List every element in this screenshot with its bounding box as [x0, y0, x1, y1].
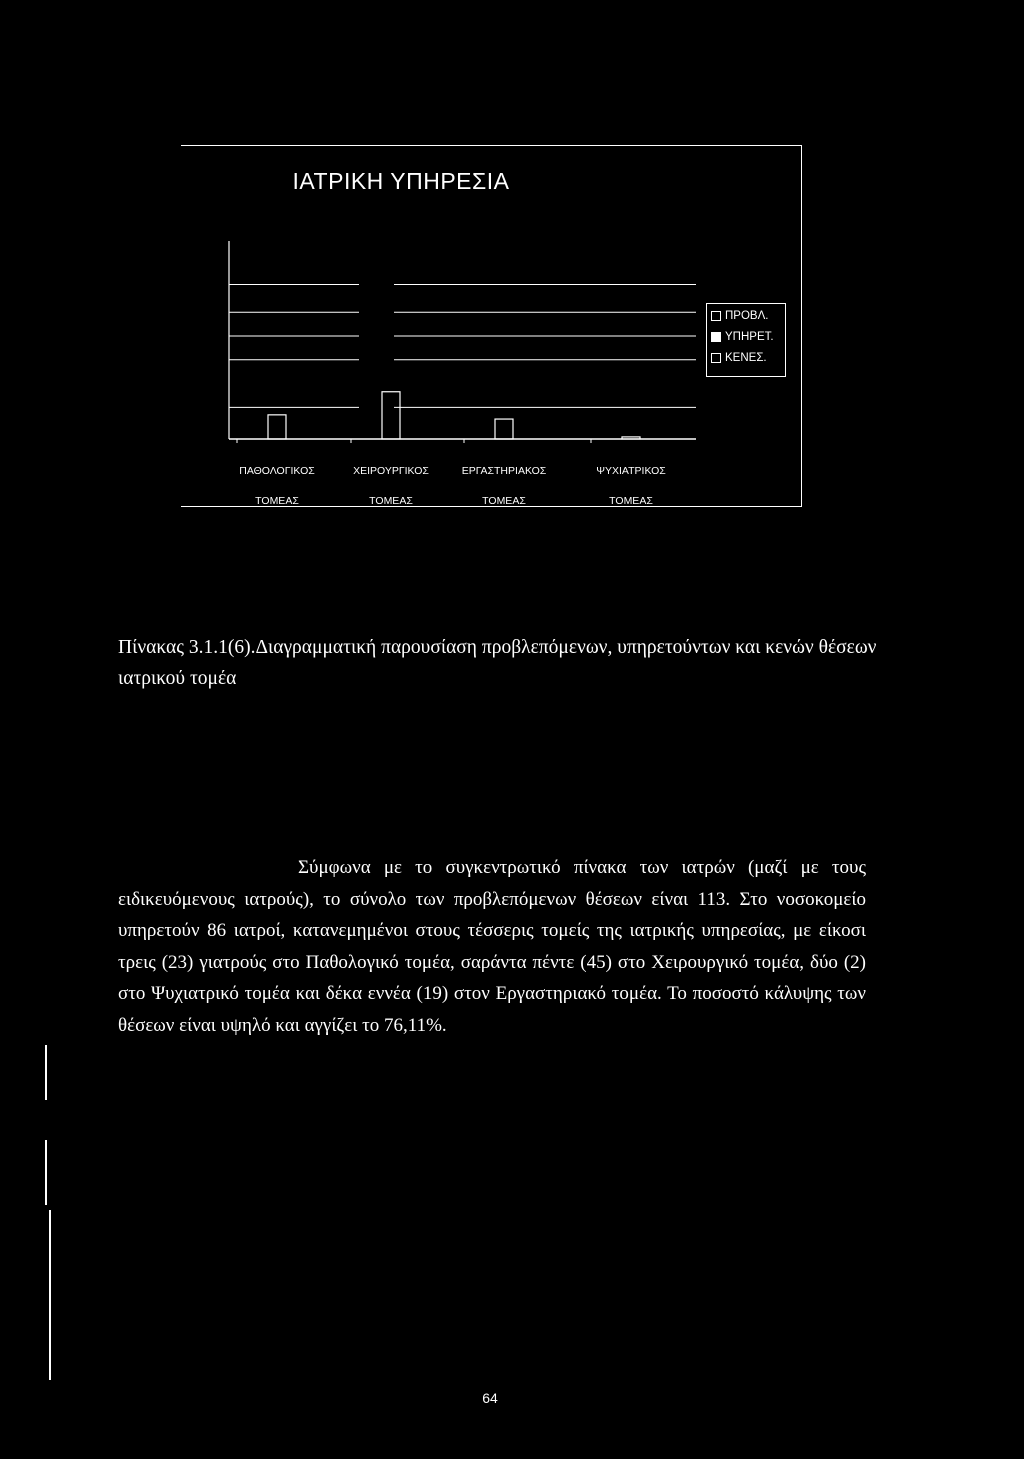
legend-item-provl — [711, 306, 785, 327]
legend-swatch-filled-icon — [711, 332, 721, 342]
chart-legend — [706, 303, 786, 377]
category-label-line: ΠΑΘΟΛΟΓΙΚΟΣ — [239, 465, 315, 477]
bar-ypiret — [382, 392, 400, 439]
figure-caption: Πίνακας 3.1.1(6).Διαγραμματική παρουσίαση προβλεπόμενων, υπηρετούντων και κενών θέσεων ιατρικού τομέα — [118, 637, 877, 689]
bar-ypiret — [495, 419, 513, 439]
category-label-line: ΤΟΜΕΑΣ — [255, 495, 299, 507]
bar-ypiret — [622, 437, 640, 439]
margin-mark — [45, 1045, 47, 1100]
category-label-line: ΨΥΧΙΑΤΡΙΚΟΣ — [596, 465, 666, 477]
margin-mark — [49, 1210, 51, 1380]
legend-item-ypiret — [711, 327, 785, 348]
category-label-line: ΤΟΜΕΑΣ — [482, 495, 526, 507]
margin-mark — [45, 1140, 47, 1205]
legend-label: ΠΡΟΒΛ. — [725, 310, 769, 322]
category-label-cheirourgikos — [336, 449, 446, 524]
legend-label: ΚΕΝΕΣ. — [725, 352, 767, 364]
bar-ypiret — [268, 415, 286, 439]
category-label-line: ΕΡΓΑΣΤΗΡΙΑΚΟΣ — [461, 465, 547, 477]
category-label-line: ΤΟΜΕΑΣ — [369, 495, 413, 507]
chart-title: ΙΑΤΡΙΚΗ ΥΠΗΡΕΣΙΑ — [292, 168, 510, 194]
category-label-psychiatrikos — [576, 449, 686, 524]
page-number: 64 — [482, 1390, 498, 1406]
category-label-pathologikos — [222, 449, 332, 524]
body-paragraph: Σύμφωνα με το συγκεντρωτικό πίνακα των ιατρών (μαζί με τους ειδικευόμενους ιατρούς), το σύνολο των προβλεπόμενων θέσεων είναι 113. Στο νοσοκομείο υπηρετούν 86 ιατροί, κατανεμημένοι στους τέσσερις τομείς της ιατρικής υπηρεσίας, με είκοσι τρεις (23) γιατρούς στο Παθολογικό τομέα, σαράντα πέντε (45) στο Χειρουργικό τομέα, δύο (2) στο Ψυχιατρικό τομέα και δέκα εννέα (19) στον Εργαστηριακό τομέα. Το ποσοστό κάλυψης των θέσεων είναι υψηλό και αγγίζει το 76,11%. — [118, 857, 866, 1036]
chart-panel — [181, 145, 802, 507]
legend-label: ΥΠΗΡΕΤ. — [725, 331, 774, 343]
legend-swatch-empty-icon — [711, 311, 721, 321]
category-label-line: ΧΕΙΡΟΥΡΓΙΚΟΣ — [353, 465, 429, 477]
legend-swatch-empty-icon — [711, 353, 721, 363]
category-label-line: ΤΟΜΕΑΣ — [609, 495, 653, 507]
legend-item-kenes — [711, 348, 785, 369]
category-label-ergastiriakos — [449, 449, 559, 524]
